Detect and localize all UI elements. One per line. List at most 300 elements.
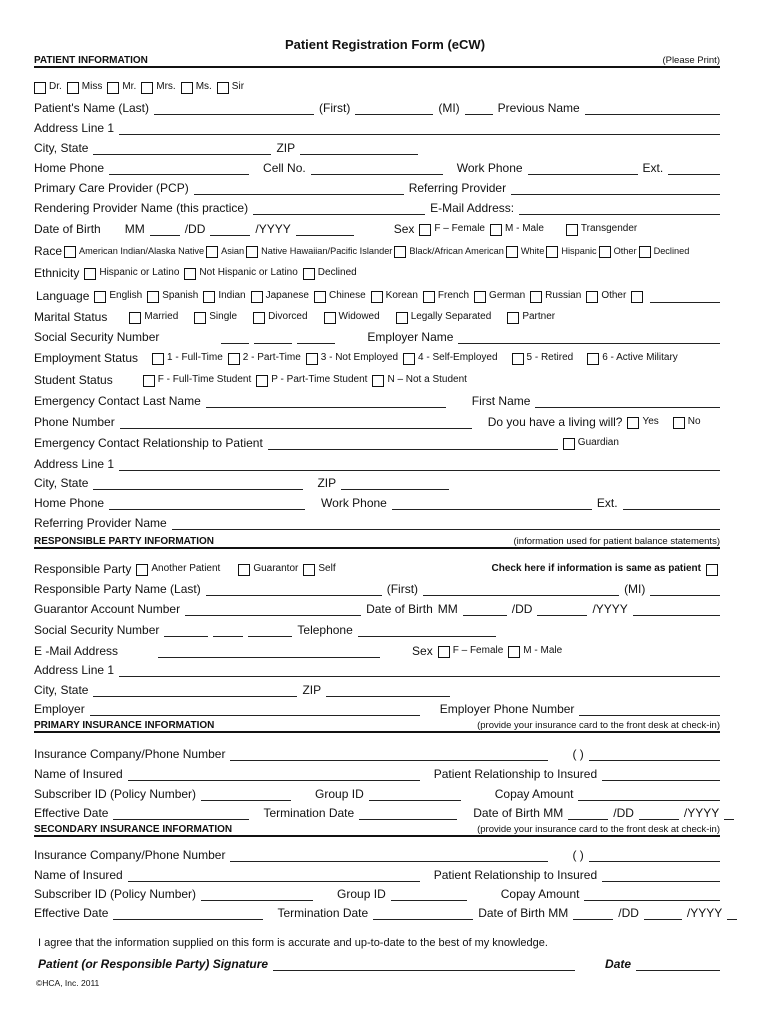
section-label: SECONDARY INSURANCE INFORMATION: [34, 824, 233, 835]
resp-sex-male[interactable]: M - Male: [508, 644, 562, 658]
marital-option[interactable]: Widowed: [324, 310, 380, 324]
ins1-insured-field[interactable]: [128, 768, 420, 781]
checkbox[interactable]: [639, 246, 651, 258]
ins2-phone-field[interactable]: [589, 849, 720, 862]
checkbox[interactable]: [107, 82, 119, 94]
checkbox[interactable]: [94, 291, 106, 303]
city-state-field[interactable]: [93, 142, 271, 155]
row-signature: [38, 953, 720, 971]
label: Phone Number: [34, 415, 115, 429]
marital-option[interactable]: Married: [129, 310, 178, 324]
row-ec-phone: [34, 411, 720, 429]
cell-field[interactable]: [311, 162, 443, 175]
resp-mi-field[interactable]: [650, 583, 720, 596]
row-employment: [34, 347, 720, 365]
language-other-field[interactable]: [650, 290, 720, 303]
label: Date of Birth: [34, 222, 101, 236]
marital-option[interactable]: Divorced: [253, 310, 307, 324]
work-phone-field[interactable]: [528, 162, 638, 175]
label: Group ID: [337, 887, 386, 901]
checkbox[interactable]: [84, 268, 96, 280]
checkbox[interactable]: [587, 353, 599, 365]
language-option[interactable]: Other: [586, 289, 626, 303]
ec-address-field[interactable]: [119, 458, 720, 471]
dob-dd-field[interactable]: [210, 223, 250, 236]
label: MM: [437, 602, 458, 616]
label: Emergency Contact Last Name: [34, 394, 201, 408]
row-emergency-contact: [34, 390, 720, 408]
checkbox[interactable]: [530, 291, 542, 303]
label: Date of Birth: [366, 602, 433, 616]
resp-dob-yyyy-field[interactable]: [633, 603, 720, 616]
row-titles: [34, 76, 720, 94]
label: Ext.: [596, 496, 618, 510]
checkbox[interactable]: [599, 246, 611, 258]
guarantor-acct-field[interactable]: [185, 603, 361, 616]
ins1-subscriber-field[interactable]: [201, 788, 291, 801]
label: First Name: [471, 394, 531, 408]
student-option[interactable]: F - Full-Time Student: [143, 373, 252, 387]
label: (First): [386, 582, 419, 596]
row-pcp: [34, 177, 720, 195]
row-ins2-insured: [34, 864, 720, 882]
first-name-field[interactable]: [355, 102, 433, 115]
ssn-part2-field[interactable]: [254, 331, 292, 344]
ec-city-field[interactable]: [93, 477, 303, 490]
label: ZIP: [276, 141, 296, 155]
checkbox[interactable]: [423, 291, 435, 303]
label: City, State: [34, 683, 89, 697]
label: E-Mail Address:: [430, 201, 515, 215]
label: /DD: [511, 602, 533, 616]
ins2-group-field[interactable]: [391, 888, 467, 901]
last-name-field[interactable]: [154, 102, 314, 115]
race-option[interactable]: Native Hawaiian/Pacific Islander: [246, 244, 392, 258]
ins1-company-field[interactable]: [230, 748, 548, 761]
checkbox[interactable]: [228, 353, 240, 365]
ins2-dob-yyyy-field[interactable]: [727, 907, 737, 920]
label: ZIP: [302, 683, 322, 697]
resp-dob-dd-field[interactable]: [537, 603, 587, 616]
ins2-copay-field[interactable]: [584, 888, 720, 901]
language-option[interactable]: Chinese: [314, 289, 366, 303]
label: City, State: [34, 476, 89, 490]
label: Termination Date: [263, 806, 355, 820]
checkbox[interactable]: [238, 564, 250, 576]
party-option[interactable]: Guarantor: [238, 562, 298, 576]
resp-ssn-part3-field[interactable]: [248, 624, 292, 637]
party-option[interactable]: Self: [303, 562, 335, 576]
row-ins1-insured: [34, 763, 720, 781]
label: Rendering Provider Name (this practice): [34, 201, 249, 215]
ec-phone-field[interactable]: [120, 416, 472, 429]
section-label: RESPONSIBLE PARTY INFORMATION: [34, 536, 215, 547]
employment-option[interactable]: 4 - Self-Employed: [403, 351, 497, 365]
checkbox[interactable]: [508, 646, 520, 658]
row-resp-email: [34, 640, 720, 658]
checkbox[interactable]: [181, 82, 193, 94]
label: /YYYY: [686, 906, 723, 920]
section-header-patient: [34, 50, 720, 68]
resp-telephone-field[interactable]: [358, 624, 496, 637]
label: Sex: [412, 644, 433, 658]
previous-name-field[interactable]: [585, 102, 720, 115]
race-option[interactable]: Declined: [639, 244, 690, 258]
label: Social Security Number: [34, 623, 160, 637]
checkbox[interactable]: [253, 312, 265, 324]
label: Social Security Number: [34, 330, 160, 344]
checkbox[interactable]: [371, 291, 383, 303]
ins2-dob-dd-field[interactable]: [644, 907, 682, 920]
title-option-miss[interactable]: Miss: [67, 80, 103, 94]
referring-field[interactable]: [511, 182, 720, 195]
employment-option[interactable]: 1 - Full-Time: [152, 351, 223, 365]
language-option[interactable]: Spanish: [147, 289, 198, 303]
race-option[interactable]: American Indian/Alaska Native: [64, 244, 204, 258]
checkbox[interactable]: [490, 224, 502, 236]
row-city-zip: [34, 137, 720, 155]
title-option-sir[interactable]: Sir: [217, 80, 244, 94]
race-option[interactable]: Asian: [206, 244, 244, 258]
ssn-part3-field[interactable]: [297, 331, 335, 344]
ec-zip-field[interactable]: [341, 477, 449, 490]
row-resp-city-zip: [34, 679, 720, 697]
label: (MI): [438, 101, 460, 115]
employment-option[interactable]: 2 - Part-Time: [228, 351, 301, 365]
checkbox[interactable]: [627, 417, 639, 429]
label: (First): [319, 101, 351, 115]
language-option[interactable]: Korean: [371, 289, 418, 303]
label: Insurance Company/Phone Number: [34, 848, 226, 862]
marital-option[interactable]: Legally Separated: [396, 310, 492, 324]
ins2-effective-field[interactable]: [113, 907, 263, 920]
checkbox[interactable]: [506, 246, 518, 258]
label: Date of Birth MM: [478, 906, 569, 920]
resp-ssn-part2-field[interactable]: [213, 624, 243, 637]
label: /DD: [618, 906, 639, 920]
ins2-company-field[interactable]: [230, 849, 548, 862]
label: Ext.: [642, 161, 664, 175]
ins1-copay-field[interactable]: [578, 788, 720, 801]
checkbox[interactable]: [566, 224, 578, 236]
checkbox[interactable]: [303, 564, 315, 576]
title-option-ms[interactable]: Ms.: [181, 80, 212, 94]
label: Referring Provider Name: [34, 516, 167, 530]
label: Cell No.: [263, 161, 306, 175]
ssn-part1-field[interactable]: [221, 331, 249, 344]
label: Date of Birth MM: [473, 806, 564, 820]
student-option[interactable]: P - Part-Time Student: [256, 373, 367, 387]
label: Copay Amount: [500, 887, 580, 901]
living-will-no[interactable]: No: [673, 415, 701, 429]
section-label: PATIENT INFORMATION: [34, 55, 148, 66]
ins1-phone-field[interactable]: [589, 748, 720, 761]
employment-option[interactable]: 3 - Not Employed: [306, 351, 398, 365]
label: /YYYY: [592, 602, 628, 616]
language-option[interactable]: German: [474, 289, 525, 303]
section-note: (provide your insurance card to the front desk at check-in): [477, 824, 720, 835]
section-label: PRIMARY INSURANCE INFORMATION: [34, 720, 215, 731]
marital-option[interactable]: Single: [194, 310, 237, 324]
checkbox[interactable]: [256, 375, 268, 387]
label: Home Phone: [34, 161, 105, 175]
checkbox[interactable]: [396, 312, 408, 324]
same-as-patient-checkbox[interactable]: [706, 564, 718, 576]
party-option[interactable]: Another Patient: [136, 562, 220, 576]
row-ins1-company: [34, 743, 720, 761]
ins2-insured-field[interactable]: [128, 869, 420, 882]
label: Address Line 1: [34, 457, 115, 471]
sex-option-transgender[interactable]: Transgender: [566, 222, 637, 236]
checkbox[interactable]: [141, 82, 153, 94]
employment-option[interactable]: 6 - Active Military: [587, 351, 678, 365]
checkbox[interactable]: [194, 312, 206, 324]
checkbox[interactable]: [394, 246, 406, 258]
ins1-group-field[interactable]: [369, 788, 461, 801]
row-phones: [34, 157, 720, 175]
title-option-dr[interactable]: Dr.: [34, 80, 62, 94]
row-ssn-employer: [34, 326, 720, 344]
row-ins1-subscriber: [34, 783, 720, 801]
ec-last-name-field[interactable]: [206, 395, 446, 408]
label: Telephone: [297, 623, 353, 637]
checkbox[interactable]: [403, 353, 415, 365]
row-resp-address: [34, 659, 720, 677]
row-language: [36, 285, 720, 303]
section-note: (Please Print): [662, 55, 720, 66]
living-will-yes[interactable]: Yes: [627, 415, 658, 429]
checkbox[interactable]: [507, 312, 519, 324]
row-referring-name: [34, 512, 720, 530]
checkbox[interactable]: [251, 291, 263, 303]
zip-field[interactable]: [300, 142, 418, 155]
title-option-mr[interactable]: Mr.: [107, 80, 136, 94]
dob-yyyy-field[interactable]: [296, 223, 354, 236]
checkbox[interactable]: [64, 246, 76, 258]
label: City, State: [34, 141, 89, 155]
label: Responsible Party: [34, 562, 132, 576]
label: Termination Date: [277, 906, 369, 920]
row-responsible-party: [34, 558, 720, 576]
guardian-option[interactable]: Guardian: [563, 436, 619, 450]
address-field[interactable]: [119, 122, 720, 135]
label: Copay Amount: [494, 787, 574, 801]
row-ec-address: [34, 453, 720, 471]
race-option[interactable]: Other: [599, 244, 637, 258]
home-phone-field[interactable]: [109, 162, 249, 175]
email-field[interactable]: [519, 202, 720, 215]
label: Do you have a living will?: [487, 415, 623, 429]
ins2-relationship-field[interactable]: [602, 869, 720, 882]
label: Group ID: [315, 787, 364, 801]
checkbox[interactable]: [306, 353, 318, 365]
label: Previous Name: [497, 101, 580, 115]
ethnicity-option[interactable]: Not Hispanic or Latino: [184, 266, 297, 280]
row-responsible-name: [34, 578, 720, 596]
checkbox[interactable]: [246, 246, 258, 258]
mi-field[interactable]: [465, 102, 493, 115]
ins2-subscriber-field[interactable]: [201, 888, 313, 901]
label: Work Phone: [456, 161, 523, 175]
ec-work-phone-field[interactable]: [392, 497, 592, 510]
ins1-relationship-field[interactable]: [602, 768, 720, 781]
row-ec-relationship: [34, 432, 720, 450]
date-field[interactable]: [636, 958, 720, 971]
label: Patient's Name (Last): [34, 101, 150, 115]
checkbox[interactable]: [303, 268, 315, 280]
label: Address Line 1: [34, 121, 115, 135]
dob-mm-field[interactable]: [150, 223, 180, 236]
label: E -Mail Address: [34, 644, 119, 658]
language-option[interactable]: English: [94, 289, 142, 303]
resp-address-field[interactable]: [119, 664, 720, 677]
label: Employer: [34, 702, 85, 716]
row-race: [34, 240, 720, 258]
checkbox[interactable]: [512, 353, 524, 365]
label: /DD: [184, 222, 206, 236]
pcp-field[interactable]: [194, 182, 404, 195]
language-other-checkbox[interactable]: [631, 291, 643, 303]
ins2-dob-mm-field[interactable]: [573, 907, 613, 920]
label: /YYYY: [255, 222, 291, 236]
label: Effective Date: [34, 906, 109, 920]
section-header-responsible: [34, 531, 720, 549]
ethnicity-option[interactable]: Hispanic or Latino: [84, 266, 179, 280]
label: Ethnicity: [34, 266, 80, 280]
label: Guarantor Account Number: [34, 602, 181, 616]
resp-sex-female[interactable]: F – Female: [438, 644, 504, 658]
ec-relationship-field[interactable]: [268, 437, 558, 450]
section-note: (information used for patient balance statements): [513, 536, 720, 547]
resp-first-name-field[interactable]: [423, 583, 619, 596]
employment-option[interactable]: 5 - Retired: [512, 351, 574, 365]
label: Employer Phone Number: [439, 702, 575, 716]
label: Primary Care Provider (PCP): [34, 181, 189, 195]
checkbox[interactable]: [324, 312, 336, 324]
label: Insurance Company/Phone Number: [34, 747, 226, 761]
checkbox[interactable]: [438, 646, 450, 658]
checkbox[interactable]: [143, 375, 155, 387]
checkbox[interactable]: [67, 82, 79, 94]
label: Sex: [393, 222, 415, 236]
row-ins2-dates: [34, 902, 723, 920]
checkbox[interactable]: [147, 291, 159, 303]
row-ins2-company: [34, 844, 720, 862]
checkbox[interactable]: [203, 291, 215, 303]
ethnicity-option[interactable]: Declined: [303, 266, 357, 280]
referring-name-field[interactable]: [172, 517, 720, 530]
label: /YYYY: [683, 806, 720, 820]
row-ec-phones: [34, 492, 720, 510]
checkbox[interactable]: [586, 291, 598, 303]
ins1-dob-yyyy-field[interactable]: [724, 807, 734, 820]
same-as-patient-label: Check here if information is same as patient: [491, 563, 701, 574]
resp-email-field[interactable]: [158, 645, 380, 658]
checkbox[interactable]: [314, 291, 326, 303]
language-option[interactable]: French: [423, 289, 469, 303]
ins2-termination-field[interactable]: [373, 907, 473, 920]
marital-option[interactable]: Partner: [507, 310, 555, 324]
label: Race: [34, 244, 63, 258]
sex-option-female[interactable]: F – Female: [419, 222, 485, 236]
ec-home-phone-field[interactable]: [109, 497, 305, 510]
resp-dob-mm-field[interactable]: [463, 603, 507, 616]
race-option[interactable]: White: [506, 244, 545, 258]
ext-field[interactable]: [668, 162, 720, 175]
label: MM: [124, 222, 145, 236]
checkbox[interactable]: [217, 82, 229, 94]
label: Emergency Contact Relationship to Patient: [34, 436, 263, 450]
language-option[interactable]: Russian: [530, 289, 581, 303]
language-option[interactable]: Indian: [203, 289, 245, 303]
agreement-text: I agree that the information supplied on this form is accurate and up-to-date to the best of my knowledge.: [38, 937, 548, 949]
checkbox[interactable]: [419, 224, 431, 236]
row-student: [34, 369, 720, 387]
resp-city-field[interactable]: [93, 684, 297, 697]
checkbox[interactable]: [136, 564, 148, 576]
row-ethnicity: [34, 262, 720, 280]
label: Home Phone: [34, 496, 105, 510]
row-resp-employer: [34, 698, 720, 716]
checkbox[interactable]: [184, 268, 196, 280]
language-option[interactable]: Japanese: [251, 289, 309, 303]
date-label: Date: [605, 957, 632, 971]
race-option[interactable]: Black/African American: [394, 244, 503, 258]
ec-ext-field[interactable]: [623, 497, 720, 510]
row-resp-ssn: [34, 619, 720, 637]
employer-field[interactable]: [458, 331, 720, 344]
row-address: [34, 117, 720, 135]
checkbox[interactable]: [563, 438, 575, 450]
label: Student Status: [34, 373, 113, 387]
checkbox[interactable]: [129, 312, 141, 324]
label: Subscriber ID (Policy Number): [34, 787, 197, 801]
label: Address Line 1: [34, 663, 115, 677]
checkbox[interactable]: [152, 353, 164, 365]
checkbox[interactable]: [474, 291, 486, 303]
section-header-primary-insurance: [34, 715, 720, 733]
checkbox[interactable]: [673, 417, 685, 429]
checkbox[interactable]: [206, 246, 218, 258]
label: Language: [36, 289, 90, 303]
signature-label: Patient (or Responsible Party) Signature: [38, 957, 269, 971]
signature-field[interactable]: [273, 958, 575, 971]
row-dob-sex: [34, 218, 720, 236]
sex-option-male[interactable]: M - Male: [490, 222, 544, 236]
section-header-secondary-insurance: [34, 819, 720, 837]
resp-ssn-part1-field[interactable]: [164, 624, 208, 637]
label: Employer Name: [367, 330, 454, 344]
title-option-mrs[interactable]: Mrs.: [141, 80, 175, 94]
checkbox[interactable]: [546, 246, 558, 258]
race-option[interactable]: Hispanic: [546, 244, 596, 258]
resp-zip-field[interactable]: [326, 684, 450, 697]
section-note: (provide your insurance card to the front desk at check-in): [477, 720, 720, 731]
resp-last-name-field[interactable]: [206, 583, 382, 596]
ec-first-name-field[interactable]: [535, 395, 720, 408]
row-ec-city-zip: [34, 472, 720, 490]
label: Work Phone: [321, 496, 387, 510]
label: Name of Insured: [34, 767, 123, 781]
rendering-field[interactable]: [253, 202, 425, 215]
label: Effective Date: [34, 806, 109, 820]
checkbox[interactable]: [372, 375, 384, 387]
row-agreement: [38, 932, 720, 950]
checkbox[interactable]: [34, 82, 46, 94]
label: Subscriber ID (Policy Number): [34, 887, 197, 901]
student-option[interactable]: N – Not a Student: [372, 373, 467, 387]
row-marital: [34, 306, 720, 324]
